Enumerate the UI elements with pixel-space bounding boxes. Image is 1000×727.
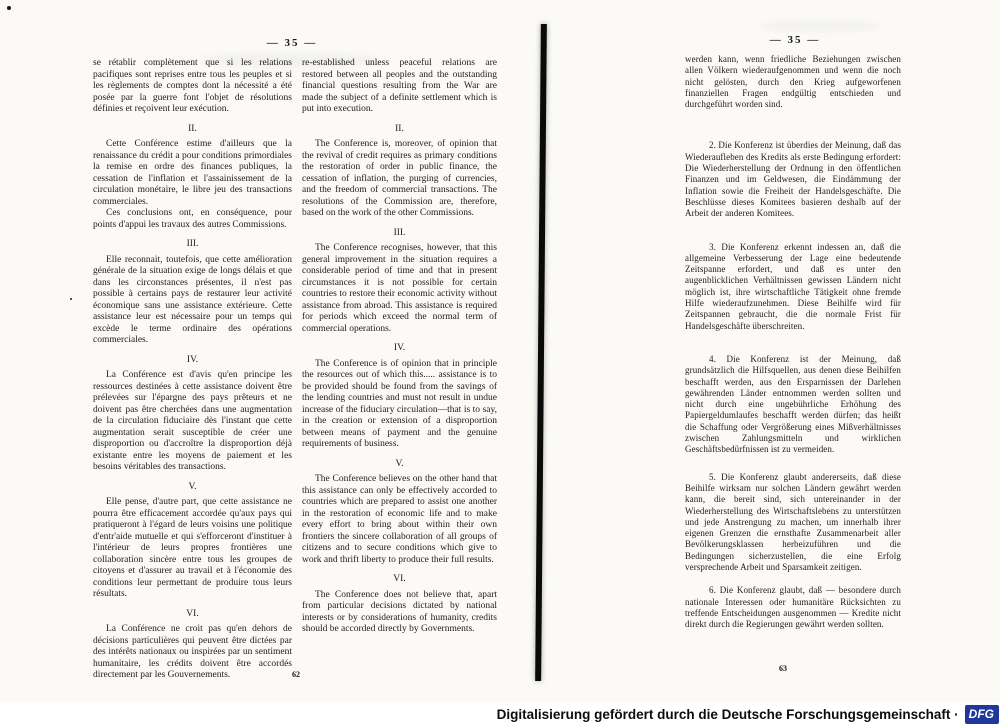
page-number-right: — 35 — xyxy=(769,34,821,46)
section-heading: III. xyxy=(186,239,199,249)
signature-mark-left: 62 xyxy=(292,670,300,679)
dfg-credit-text: Digitalisierung gefördert durch die Deutsche Forschungsgemeinschaft · xyxy=(496,707,959,722)
section-heading: II. xyxy=(188,123,197,134)
french-paragraph: Elle reconnait, toutefois, que cette amélioration générale de la situation exige de longs délais et que dans les circonstances présentes, il n'est pas possible à certains pays de restaurer leur activité économique sans une assistance extérieure. Cette assistance leur est nécessaire pour un temps qui excède le terme ordinaire des opérations commerciales. xyxy=(93,254,292,345)
french-paragraph: La Conférence ne croit pas qu'en dehors de décisions particulières qui peuvent être dictées par des intérêts nationaux ou inspirées par un sentiment humanitaire, les crédits doivent être accordés directement par les Gouvernements. xyxy=(93,624,292,680)
french-paragraph: La Conférence est d'avis qu'en principe les ressources destinées à cette assistance doivent être prélevées sur l'épargne des pays prêteurs et ne doivent pas être cherchées dans une augmentation de la circulation fiduciaire dès l'instant que cette augmentation serait susceptible de créer une disproportion ou d'accroître la disproportion déjà existante entre les moyens de paiement et les besoins véritables des transactions. xyxy=(93,370,292,472)
english-paragraph: The Conference is, moreover, of opinion that the revival of credit requires as primary conditions the restoration of order in public finance, the cessation of inflation, the purging of currencies, and the freedom of commercial transactions. The resolutions of the Commission are, therefore, based on the work of the other Commissions. xyxy=(302,139,497,218)
english-paragraph: re-established unless peaceful relations are restored between all peoples and the outstanding financial questions resulting from the War are made the subject of a definite settlement which is put into execution. xyxy=(302,58,497,114)
section-heading: V. xyxy=(188,481,197,492)
section-heading: II. xyxy=(395,123,404,134)
section-heading: IV. xyxy=(186,354,199,365)
scan-speck xyxy=(7,6,11,10)
section-heading: IV. xyxy=(393,343,406,353)
page-number-left: — 35 — xyxy=(266,37,318,49)
scan-smudge xyxy=(760,20,880,32)
german-column xyxy=(685,54,901,630)
section-heading: VI. xyxy=(393,574,406,584)
german-paragraph: 2. Die Konferenz ist überdies der Meinung, daß das Wiederaufleben des Kredits als erste Bedingung erfordert: Die Wiederherstellung der Ordnung in den öffentlichen Finanzen und im Geldwesen, die Eindämmung der Inflation sowie die Freiheit der Handelsgeschäfte. Die Beschlüsse dieses Komitees basieren deshalb auf der Arbeit der anderen Komitees. xyxy=(685,140,901,219)
french-paragraph: Ces conclusions ont, en conséquence, pour points d'appui les travaux des autres Commissions. xyxy=(93,208,292,230)
english-paragraph: The Conference recognises, however, that this general improvement in the situation requires a considerable period of time and that in present circumstances it is not possible for certain countries to restore their economic activity without assistance from abroad. This assistance is required for periods which exceed the normal term of commercial operations. xyxy=(302,243,497,334)
french-paragraph: Cette Conférence estime d'ailleurs que la renaissance du crédit a pour conditions primordiales la remise en ordre des finances publiques, la cessation de l'inflation et l'assainissement de la circulation monétaire, le libre jeu des transactions commerciales. xyxy=(93,139,292,207)
german-paragraph: 3. Die Konferenz erkennt indessen an, daß die allgemeine Verbesserung der Lage eine bedeutende Zeitspanne erfordert, und daß es unter den augenblicklichen Verhältnissen gewissen Ländern nicht möglich ist, ihre wirtschaftliche Tätigkeit ohne fremde Hilfe wiederaufzunehmen. Diese Beihilfe wird für Zeitspannen gebraucht, die die normale Frist für Handelsgeschäfte überschreiten. xyxy=(685,241,901,331)
german-paragraph: werden kann, wenn friedliche Beziehungen zwischen allen Völkern wiederaufgenommen und wenn die noch nicht gelösten, durch den Krieg aufgeworfenen finanziellen Fragen endgültig entschieden und durchgeführt worden sind. xyxy=(685,54,901,110)
dfg-logo: DFG xyxy=(965,705,999,724)
english-column xyxy=(302,58,497,636)
section-heading: V. xyxy=(395,458,404,469)
french-paragraph: se rétablir complètement que si les relations pacifiques sont reprises entre tous les peuples et si les règlements de comptes dont la nécessité a été posée par la guerre font l'objet de résolutions définies et reçoivent leur exécution. xyxy=(93,58,292,114)
french-paragraph: Elle pense, d'autre part, que cette assistance ne pourra être efficacement accordée qu'aux pays qui pratiqueront à l'égard de leurs voisins une politique d'entr'aide mutuelle et qui s'efforceront d'instituer à l'intérieur de leurs propres frontières une collaboration sincère entre tous les groupes de citoyens et d'assurer au travail et à l'économie des conditions leur permettant de produire tous leurs résultats. xyxy=(93,497,292,599)
german-paragraph: 4. Die Konferenz ist der Meinung, daß grundsätzlich die Hilfsquellen, aus denen diese Beihilfen beschafft werden, aus den Ersparnissen der Darlehen gewährenden Länder entnommen werden sollten und nicht durch eine ungebührliche Erhöhung des Papiergeldumlaufes beschafft werden dürfen; das heißt die Schaffung oder Vergrößerung eines Mißverhältnisses zwischen Zahlungsmitteln und wirklichen Geschäftsbedürfnissen ist zu vermeiden. xyxy=(685,353,901,455)
english-paragraph: The Conference is of opinion that in principle the resources out of which this..... assistance is to be provided should be found from the savings of the lending countries and must not result in undue increase of the fiduciary circulation—that is to say, in the creation or extension of a disproportion between means of payment and the genuine requirements of business. xyxy=(302,358,497,449)
french-column xyxy=(93,58,292,682)
german-paragraph: 5. Die Konferenz glaubt andererseits, daß diese Beihilfe wirksam nur solchen Ländern gewährt werden kann, die bereit sind, sich untereinander in der Wiederherstellung des Wirtschaftslebens zu unterstützen und jede Anstrengung zu machen, um innerhalb ihrer eigenen Grenzen die ernsthafte Zusammenarbeit aller Bevölkerungsklassen herbeizuführen und die Bedingungen sicherzustellen, die eine Erfolg versprechende Arbeit und Sparsamkeit zeitigen. xyxy=(685,471,901,572)
german-paragraph: 6. Die Konferenz glaubt, daß — besondere durch nationale Interessen oder humanitäre Rücksichten zu treffende Entscheidungen ausgenommen — Kredite nicht direkt durch die Regierungen gewährt werden sollten. xyxy=(685,585,901,630)
book-gutter-divider xyxy=(535,24,547,681)
section-heading: III. xyxy=(393,227,406,238)
section-heading: VI. xyxy=(186,608,199,619)
signature-mark-right: 63 xyxy=(779,664,787,673)
scan-speck xyxy=(70,298,72,300)
dfg-credit-banner xyxy=(0,702,1000,727)
english-paragraph: The Conference does not believe that, apart from particular decisions dictated by national interests or by considerations of humanity, credits should be accorded directly by Governments. xyxy=(302,589,497,634)
english-paragraph: The Conference believes on the other hand that this assistance can only be effectively accorded to countries which are prepared to assist one another in the restoration of economic life and to make every effort to bring about within their own frontiers the sincere collaboration of all groups of citizens and to secure conditions which give to work and thrift liberty to produce their full results. xyxy=(302,474,497,565)
